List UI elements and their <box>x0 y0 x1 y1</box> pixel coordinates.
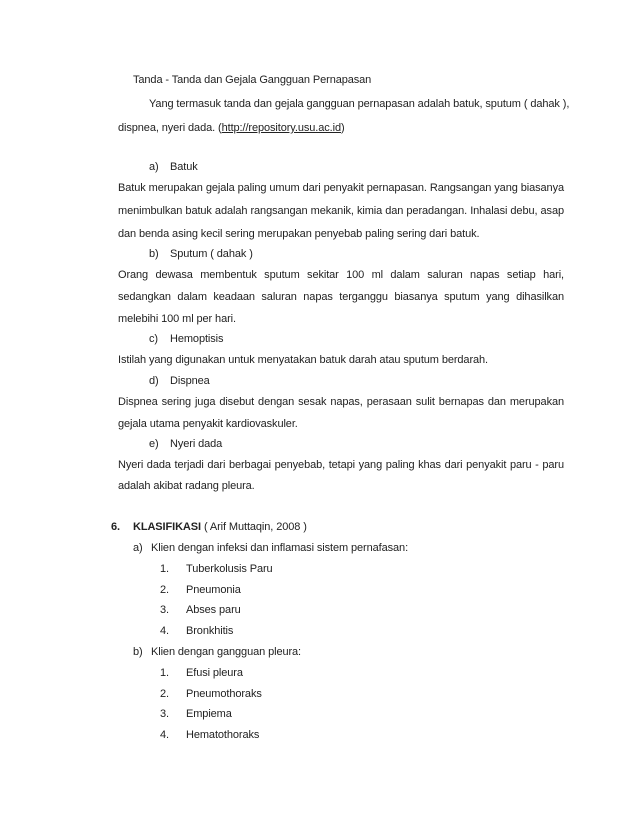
batuk-line-3: dan benda asing kecil sering merupakan penyebab paling sering dari batuk. <box>118 228 480 240</box>
batuk-line-1: Batuk merupakan gejala paling umum dari penyakit pernapasan. Rangsangan yang biasanya <box>118 182 564 194</box>
repository-link[interactable]: http://repository.usu.ac.id <box>221 122 341 134</box>
list-item: Empiema <box>186 708 232 720</box>
list-item-number: 4. <box>160 729 169 741</box>
intro-line-2-prefix: dispnea, nyeri dada. ( <box>118 122 222 134</box>
list-item-number: 2. <box>160 688 169 700</box>
batuk-line-2: menimbulkan batuk adalah rangsangan mekanik, kimia dan peradangan. Inhalasi debu, asap <box>118 205 564 217</box>
intro-line-2-suffix: ) <box>340 122 345 134</box>
section-heading-line <box>133 520 307 534</box>
intro-title: Tanda - Tanda dan Gejala Gangguan Pernapasan <box>133 74 372 86</box>
nyeri-dada-line-1: Nyeri dada terjadi dari berbagai penyebab, tetapi yang paling khas dari penyakit paru - paru <box>118 459 564 471</box>
symptom-label-nyeri-dada: Nyeri dada <box>170 438 223 450</box>
sputum-line-3: melebihi 100 ml per hari. <box>118 313 236 325</box>
list-item: Pneumothoraks <box>186 688 262 700</box>
group-marker-a: a) <box>133 542 143 554</box>
section-number: 6. <box>111 521 120 533</box>
list-item: Efusi pleura <box>186 667 243 679</box>
symptom-label-dispnea: Dispnea <box>170 375 210 387</box>
sputum-line-2: sedangkan dalam keadaan saluran napas terganggu biasanya sputum yang dihasilkan <box>118 291 564 303</box>
dispnea-line-1: Dispnea sering juga disebut dengan sesak napas, perasaan sulit bernapas dan merupakan <box>118 396 564 408</box>
group-label-infeksi: Klien dengan infeksi dan inflamasi sistem pernafasan: <box>151 542 409 554</box>
sputum-line-1: Orang dewasa membentuk sputum sekitar 100 ml dalam saluran napas setiap hari, <box>118 269 564 281</box>
list-item-number: 2. <box>160 584 169 596</box>
symptom-label-sputum: Sputum ( dahak ) <box>170 248 253 260</box>
hemoptisis-line-1: Istilah yang digunakan untuk menyatakan batuk darah atau sputum berdarah. <box>118 354 489 366</box>
nyeri-dada-line-2: adalah akibat radang pleura. <box>118 480 255 492</box>
dispnea-line-2: gejala utama penyakit kardiovaskuler. <box>118 418 298 430</box>
symptom-marker-c: c) <box>149 333 158 345</box>
list-item-number: 1. <box>160 563 169 575</box>
list-item-number: 4. <box>160 625 169 637</box>
list-item: Hematothoraks <box>186 729 260 741</box>
list-item-number: 3. <box>160 604 169 616</box>
list-item: Abses paru <box>186 604 241 616</box>
intro-line-2 <box>118 121 345 135</box>
list-item: Bronkhitis <box>186 625 234 637</box>
symptom-marker-e: e) <box>149 438 159 450</box>
list-item: Pneumonia <box>186 584 241 596</box>
symptom-marker-b: b) <box>149 248 159 260</box>
list-item: Tuberkolusis Paru <box>186 563 273 575</box>
symptom-label-batuk: Batuk <box>170 161 198 173</box>
group-label-pleura: Klien dengan gangguan pleura: <box>151 646 302 658</box>
symptom-marker-a: a) <box>149 161 159 173</box>
group-marker-b: b) <box>133 646 143 658</box>
list-item-number: 3. <box>160 708 169 720</box>
section-citation: ( Arif Muttaqin, 2008 ) <box>203 521 307 533</box>
intro-line-1: Yang termasuk tanda dan gejala gangguan pernapasan adalah batuk, sputum ( dahak ), <box>149 98 570 110</box>
list-item-number: 1. <box>160 667 169 679</box>
symptom-marker-d: d) <box>149 375 159 387</box>
section-heading: KLASIFIKASI <box>133 521 201 533</box>
symptom-label-hemoptisis: Hemoptisis <box>170 333 224 345</box>
